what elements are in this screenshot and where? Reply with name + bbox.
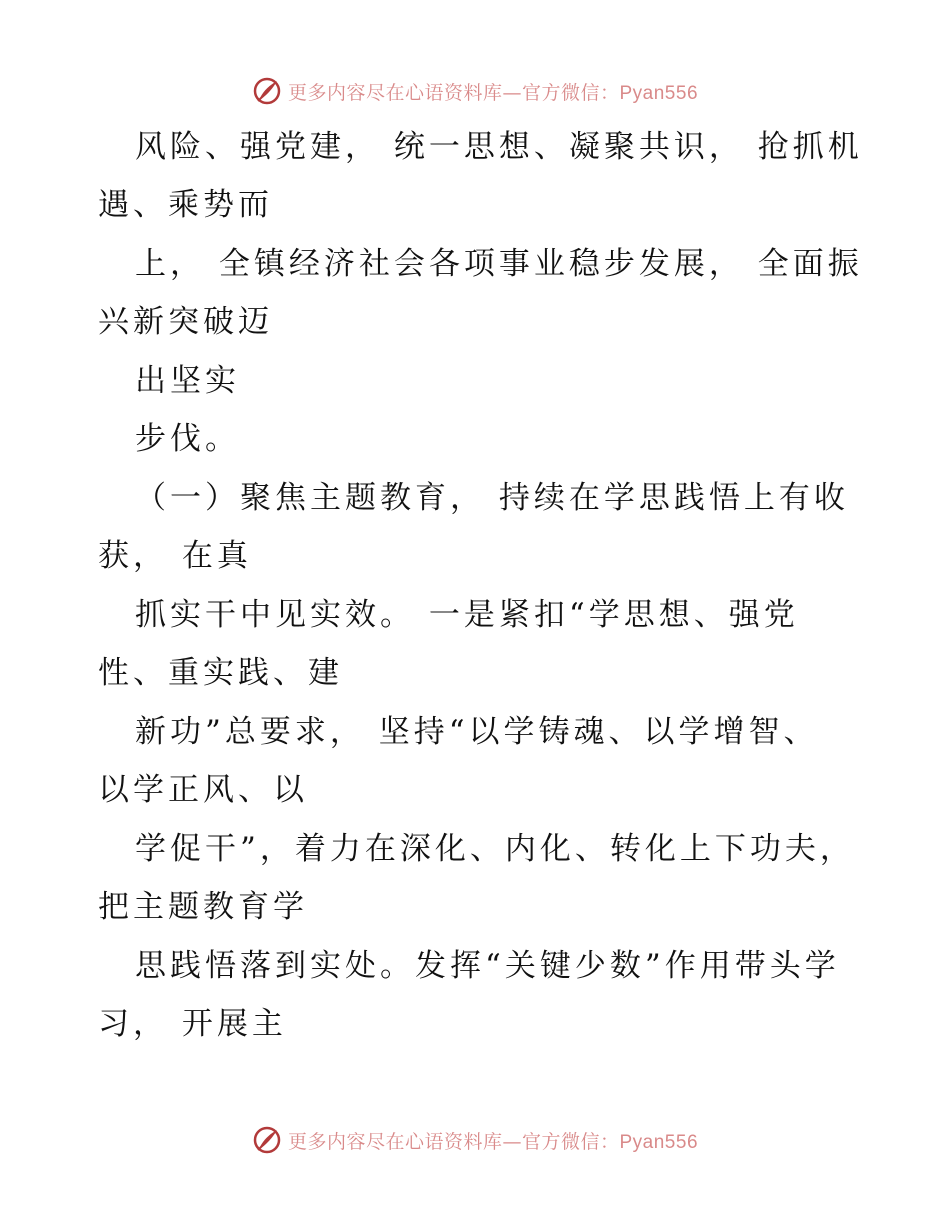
text-line: 习， 开展主 — [98, 1006, 287, 1042]
text-line: 把主题教育学 — [98, 889, 308, 925]
text-line: 获， 在真 — [98, 538, 252, 574]
text-line: 兴新突破迈 — [98, 304, 273, 340]
text-line: 步伐。 — [135, 421, 240, 457]
text-line: 以学正风、以 — [98, 772, 308, 808]
text-line: 遇、乘势而 — [98, 187, 273, 223]
text-line: 风险、强党建， 统一思想、凝聚共识， 抢抓机 — [135, 129, 863, 165]
watermark-text: 更多内容尽在心语资料库—官方微信：Pyan556 — [287, 81, 699, 104]
header-watermark — [0, 74, 950, 108]
quill-logo-icon — [252, 76, 282, 106]
text-line: 性、重实践、建 — [98, 655, 343, 691]
text-line: 新功”总要求， 坚持“以学铸魂、以学增智、 — [135, 714, 819, 750]
text-line: 学促干”，着力在深化、内化、转化上下功夫， — [135, 831, 855, 867]
text-line: 出坚实 — [135, 363, 240, 399]
text-line: 上， 全镇经济社会各项事业稳步发展， 全面振 — [135, 246, 863, 282]
text-line: 抓实干中见实效。 一是紧扣“学思想、强党 — [135, 597, 799, 633]
watermark-text: 更多内容尽在心语资料库—官方微信：Pyan556 — [287, 1130, 699, 1153]
quill-logo-icon — [252, 1125, 282, 1155]
footer-watermark — [0, 1123, 950, 1157]
text-line: （一）聚焦主题教育， 持续在学思践悟上有收 — [135, 480, 849, 516]
text-line: 思践悟落到实处。发挥“关键少数”作用带头学 — [135, 948, 840, 984]
